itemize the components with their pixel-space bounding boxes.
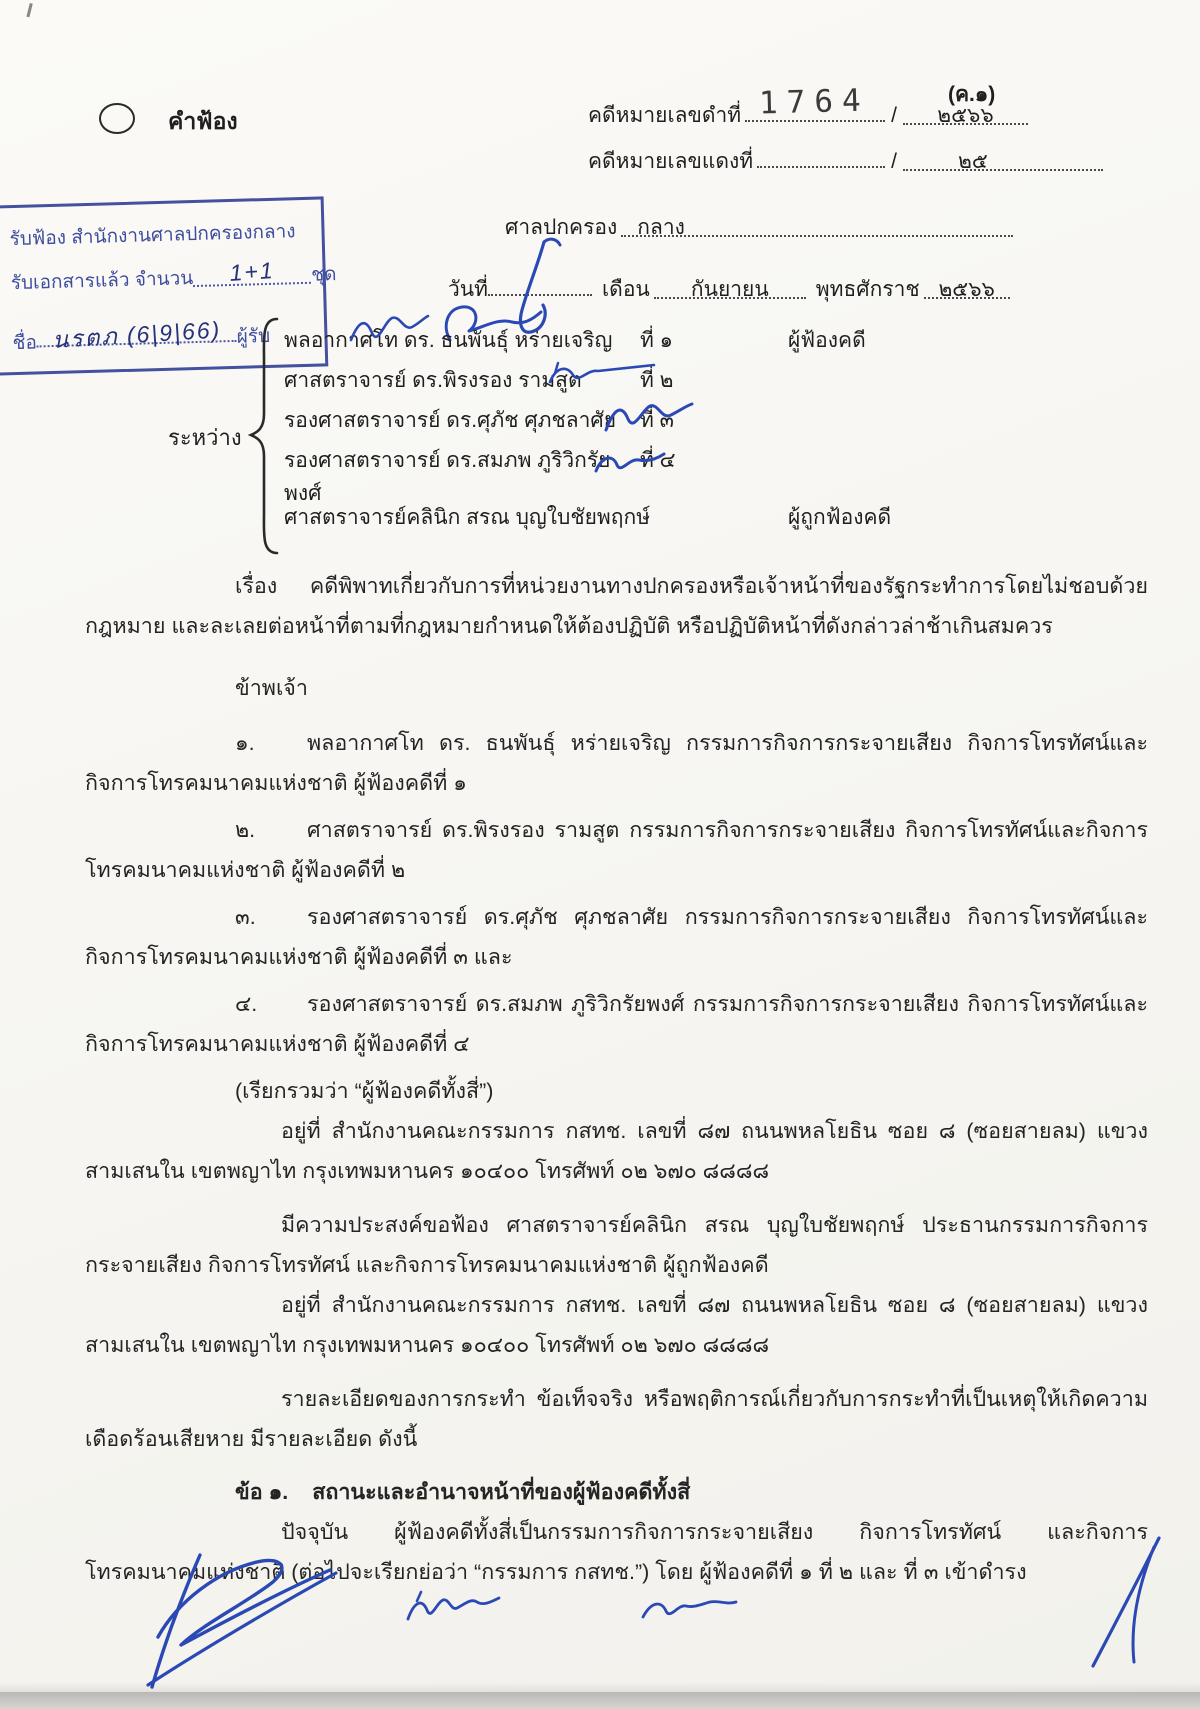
item-text: ศาสตราจารย์ ดร.พิรงรอง รามสูต กรรมการกิจการกระจายเสียง กิจการโทรทัศน์และกิจการโทรคมนาคมแห่งชาติ ผู้ฟ้องคดีที่ ๒ (85, 818, 1148, 882)
subject-paragraph: เรื่อง คดีพิพาทเกี่ยวกับการที่หน่วยงานทางปกครองหรือเจ้าหน้าที่ของรัฐกระทำการโดยไม่ชอบด้วยกฎหมาย และละเลยต่อหน้าที่ตามที่กฎหมายกำหนดให้ต้องปฏิบัติ หรือปฏิบัติหน้าที่ดังกล่าวล่าช้าเกินสมควร (85, 574, 1148, 638)
stamp-received-label: รับเอกสารแล้ว จำนวน (10, 268, 194, 295)
plaintiffs-address-paragraph: อยู่ที่ สำนักงานคณะกรรมการ กสทช. เลขที่ ๘๗ ถนนพหลโยธิน ซอย ๘ (ซอยสายลม) แขวงสามเสนใน เขตพญาไท กรุงเทพมหานคร ๑๐๔๐๐ โทรศัพท์ ๐๒ ๖๗๐ ๘๘๘๘ (85, 1119, 1148, 1183)
plaintiff-ordinal: ที่ ๔ (640, 449, 676, 472)
black-case-slash: / (891, 104, 897, 127)
court-name-line: กลาง (621, 211, 1013, 237)
plaintiff-name: รองศาสตราจารย์ ดร.ศุภัช ศุภชลาศัย (284, 409, 617, 432)
signature-plaintiff-4 (588, 444, 670, 482)
purpose-paragraph: มีความประสงค์ขอฟ้อง ศาสตราจารย์คลินิก สรณ บุญใบชัยพฤกษ์ ประธานกรรมการกิจการกระจายเสียง กิจการโทรทัศน์ และกิจการโทรคมนาคมแห่งชาติ ผู้ถูกฟ้องคดี (85, 1213, 1148, 1277)
stamp-line-1: รับฟ้อง สำนักงานศาลปกครองกลาง (9, 221, 296, 251)
item-number: ๒. (235, 818, 256, 842)
defendant-row (284, 501, 1150, 534)
stamp-copies-value: 1+1 (228, 257, 276, 286)
month-line: กันยายน (654, 273, 806, 299)
signature-plaintiff-2 (542, 356, 660, 390)
signature-bottom-4 (1075, 1528, 1173, 1683)
signature-bottom-3 (633, 1588, 745, 1630)
stamp-line-2 (10, 259, 336, 298)
plaintiff-ordinal: ที่ ๑ (640, 329, 674, 352)
section-1-heading (85, 1472, 1148, 1512)
court-label: ศาลปกครอง (505, 216, 618, 239)
plaintiff-item-paragraph (85, 810, 1148, 890)
red-case-number-line (757, 142, 885, 168)
section-title: สถานะและอำนาจหน้าที่ของผู้ฟ้องคดีทั้งสี่ (312, 1480, 691, 1504)
red-case-slash: / (891, 150, 897, 173)
plaintiff-ordinal: ที่ ๒ (640, 369, 674, 392)
year-line: ๒๕๖๖ (924, 273, 1010, 299)
section-1-paragraph: ปัจจุบัน ผู้ฟ้องคดีทั้งสี่เป็นกรรมการกิจการกระจายเสียง กิจการโทรทัศน์ และกิจการโทรคมนาคมแห่งชาติ (ต่อไปจะเรียกย่อว่า “กรรมการ กสทช.”) โดย ผู้ฟ้องคดีที่ ๑ ที่ ๒ และ ที่ ๓ เข้าดำรง (85, 1520, 1148, 1584)
plaintiff-item-paragraph (85, 897, 1148, 977)
signature-bottom-1 (130, 1545, 345, 1695)
plaintiff-name: ศาสตราจารย์ ดร.พิรงรอง รามสูต (284, 369, 582, 392)
item-number: ๔. (235, 992, 258, 1016)
section-number: ข้อ ๑. (235, 1480, 289, 1504)
red-case-year: ๒๕ (903, 145, 1103, 171)
plaintiff-row (284, 404, 1150, 444)
court-row (505, 211, 1013, 244)
signature-plaintiff-3 (596, 394, 698, 440)
document-title: คำฟ้อง (168, 108, 238, 134)
item-text: รองศาสตราจารย์ ดร.สมภพ ภูริวิกรัยพงศ์ กรรมการกิจการกระจายเสียง กิจการโทรทัศน์และกิจการโทรคมนาคมแห่งชาติ ผู้ฟ้องคดีที่ ๔ (85, 992, 1148, 1056)
scan-artifact (26, 3, 39, 19)
defendant-name: ศาสตราจารย์คลินิก สรณ บุญใบชัยพฤกษ์ (284, 506, 651, 529)
red-case-label: คดีหมายเลขแดงที่ (588, 150, 754, 173)
plaintiff-item-paragraph (85, 723, 1148, 803)
stamp-sign-label: ชื่อ (12, 332, 38, 355)
black-case-year: ๒๕๖๖ (903, 99, 1028, 125)
item-text: พลอากาศโท ดร. ธนพันธุ์ หร่ายเจริญ กรรมการกิจการกระจายเสียง กิจการโทรทัศน์และกิจการโทรคมนาคมแห่งชาติ ผู้ฟ้องคดีที่ ๑ (85, 731, 1148, 795)
scan-shadow (0, 1682, 1200, 1692)
signature-plaintiff-1 (345, 308, 431, 348)
black-case-number-line (745, 82, 885, 122)
signature-bottom-2 (400, 1583, 506, 1631)
plaintiff-ordinal: ที่ ๓ (640, 409, 675, 432)
stamp-sign-value: นรตภ (6|9|66) (51, 316, 222, 353)
red-case-row (588, 142, 1103, 178)
form-code: (ค.๑) (948, 83, 996, 106)
black-case-number-stamp: 1764 (758, 82, 871, 122)
defendant-role: ผู้ถูกฟ้องคดี (788, 506, 892, 529)
between-brace (246, 316, 280, 556)
plaintiff-role: ผู้ฟ้องคดี (788, 329, 866, 352)
stamp-unit-label: ชุด (310, 264, 337, 286)
item-text: รองศาสตราจารย์ ดร.ศุภัช ศุภชลาศัย กรรมการกิจการกระจายเสียง กิจการโทรทัศน์และกิจการโทรคมนาคมแห่งชาติ ผู้ฟ้องคดีที่ ๓ และ (85, 905, 1148, 969)
between-label: ระหว่าง (168, 425, 242, 450)
plaintiff-name: รองศาสตราจารย์ ดร.สมภพ ภูริวิกรัยพงศ์ (284, 449, 611, 505)
defendant-address-paragraph: อยู่ที่ สำนักงานคณะกรรมการ กสทช. เลขที่ ๘๗ ถนนพหลโยธิน ซอย ๘ (ซอยสายลม) แขวงสามเสนใน เขตพญาไท กรุงเทพมหานคร ๑๐๔๐๐ โทรศัพท์ ๐๒ ๖๗๐ ๘๘๘๘ (85, 1293, 1148, 1357)
plaintiff-row (284, 444, 1150, 505)
stamp-line-3 (12, 317, 271, 358)
plaintiff-name: พลอากาศโท ดร. ธนพันธุ์ หร่ายเจริญ (284, 329, 613, 352)
stamp-receiver-label: ผู้รับ (236, 325, 271, 348)
item-number: ๓. (235, 905, 256, 929)
document-body (85, 566, 1148, 1592)
scan-bottom-edge (0, 1692, 1200, 1709)
era-label: พุทธศักราช (815, 278, 920, 301)
plaintiff-row (284, 364, 1150, 404)
intro-word: ข้าพเจ้า (235, 676, 308, 700)
month-label: เดือน (602, 278, 650, 301)
stamp-sign-line (36, 316, 237, 353)
item-number: ๑. (235, 731, 255, 755)
collective-name-paragraph: (เรียกรวมว่า “ผู้ฟ้องคดีทั้งสี่”) (235, 1079, 494, 1103)
stamp-copies-line (193, 257, 312, 287)
circle-checkbox-icon (99, 103, 135, 134)
black-case-label: คดีหมายเลขดำที่ (588, 104, 742, 127)
details-intro-paragraph: รายละเอียดของการกระทำ ข้อเท็จจริง หรือพฤติการณ์เกี่ยวกับการกระทำที่เป็นเหตุให้เกิดความเดือดร้อนเสียหาย มีรายละเอียด ดังนี้ (85, 1387, 1148, 1451)
plaintiff-item-paragraph (85, 984, 1148, 1064)
parties-block (284, 324, 1150, 534)
day-label: วันที่ (448, 278, 488, 301)
